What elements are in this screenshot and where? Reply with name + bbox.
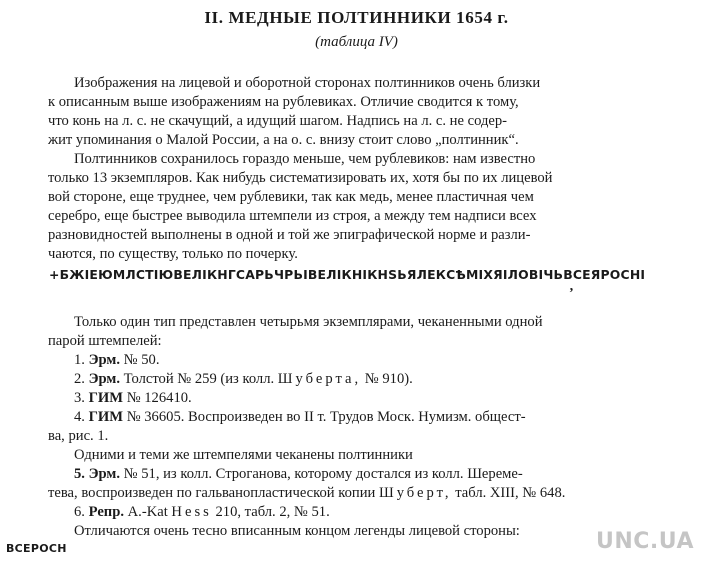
entry-text: № 50. xyxy=(123,352,160,368)
intro-line-7: вой стороне, еще труднее, чем рублевики, так как медь, менее пластичная чем xyxy=(48,189,534,205)
entry-number: 6. xyxy=(74,504,85,520)
entry-number: 2. xyxy=(74,371,85,387)
intro-line-10: чаются, по существу, только по почерку. xyxy=(48,246,298,262)
intro-line-2: к описанным выше изображениям на рублевиках. Отличие сводится к тому, xyxy=(48,94,519,110)
entry-name: Hess xyxy=(171,504,212,520)
entry-name: Шуберта, xyxy=(277,371,362,387)
entry-5 xyxy=(74,464,523,484)
intro-line-4: жит упоминания о Малой России, а на о. с. внизу стоит слово „полтинник“. xyxy=(48,132,519,148)
legend-mark: ʼ xyxy=(569,286,574,301)
page-title: II. МЕДНЫЕ ПОЛТИННИКИ 1654 г. xyxy=(204,8,509,27)
intro-line-1: Изображения на лицевой и оборотной сторонах полтинников очень близки xyxy=(74,75,541,91)
same-dies-line: Одними и теми же штемпелями чеканены полтинники xyxy=(74,447,413,463)
entry-text: № 126410. xyxy=(126,390,192,406)
entry-label: Эрм. xyxy=(88,352,120,368)
intro-line-3: что конь на л. с. не скачущий, а идущий шагом. Надпись на л. с. не содер- xyxy=(48,113,508,129)
entry-number: 5. xyxy=(74,466,85,482)
intro-line-8: серебро, еще быстрее выводила штемпели из строя, а между тем надписи всех xyxy=(48,208,537,224)
entry-text: № 51, из колл. Строганова, которому достался из колл. Шереме- xyxy=(123,466,523,482)
entry-text-end: 210, табл. 2, № 51. xyxy=(215,504,330,520)
entry-number: 3. xyxy=(74,390,85,406)
entry-text: № 36605. Воспроизведен во II т. Трудов Моск. Нумизм. общест- xyxy=(126,409,526,425)
entry-label: Репр. xyxy=(88,504,124,520)
entry-text: Толстой № 259 (из колл. xyxy=(123,371,275,387)
entry-text: тева, воспроизведен по гальванопластической копии xyxy=(48,485,376,501)
page-subtitle: (таблица IV) xyxy=(315,34,398,50)
entry-6 xyxy=(74,502,330,522)
closing-line: Отличаются очень тесно вписанным концом легенды лицевой стороны: xyxy=(74,523,520,539)
entry-label: Эрм. xyxy=(88,466,120,482)
entry-label: ГИМ xyxy=(88,390,124,406)
type-line-1: Только один тип представлен четырьмя экземплярами, чеканенными одной xyxy=(74,314,543,330)
entry-text-end: № 910). xyxy=(364,371,413,387)
entry-4 xyxy=(74,407,526,427)
entry-text-end: табл. XIII, № 648. xyxy=(455,485,566,501)
type-line-2: парой штемпелей: xyxy=(48,333,162,349)
entry-1 xyxy=(74,350,159,370)
intro-line-6: только 13 экземпляров. Как нибудь систематизировать их, хотя бы по их лицевой xyxy=(48,170,553,186)
intro-line-5: Полтинников сохранилось гораздо меньше, чем рублевиков: нам известно xyxy=(74,151,536,167)
legend-inscription: +БЖІЕЮМЛСТІЮВЕЛІКНГСАРЬЧРЬІВЕЛІКНІКНЅЬЯЛЕКСѢМІХЯІЛОВІЧЬВСЕЯРОСНІ xyxy=(49,267,646,282)
entry-label: Эрм. xyxy=(88,371,120,387)
entry-5-continuation xyxy=(48,483,565,503)
entry-name: Шуберт, xyxy=(378,485,452,501)
watermark-logo: UNC.UA xyxy=(596,529,694,554)
entry-2 xyxy=(74,369,413,389)
entry-text: A.-Kat xyxy=(127,504,168,520)
entry-4-continuation: ва, рис. 1. xyxy=(48,428,109,444)
entry-label: ГИМ xyxy=(88,409,124,425)
entry-3 xyxy=(74,388,192,408)
entry-number: 4. xyxy=(74,409,85,425)
entry-number: 1. xyxy=(74,352,85,368)
bottom-legend-fragment: ВСЕРОСН xyxy=(6,542,67,555)
intro-line-9: разновидностей выполнены в одной и той же эпиграфической норме и разли- xyxy=(48,227,531,243)
